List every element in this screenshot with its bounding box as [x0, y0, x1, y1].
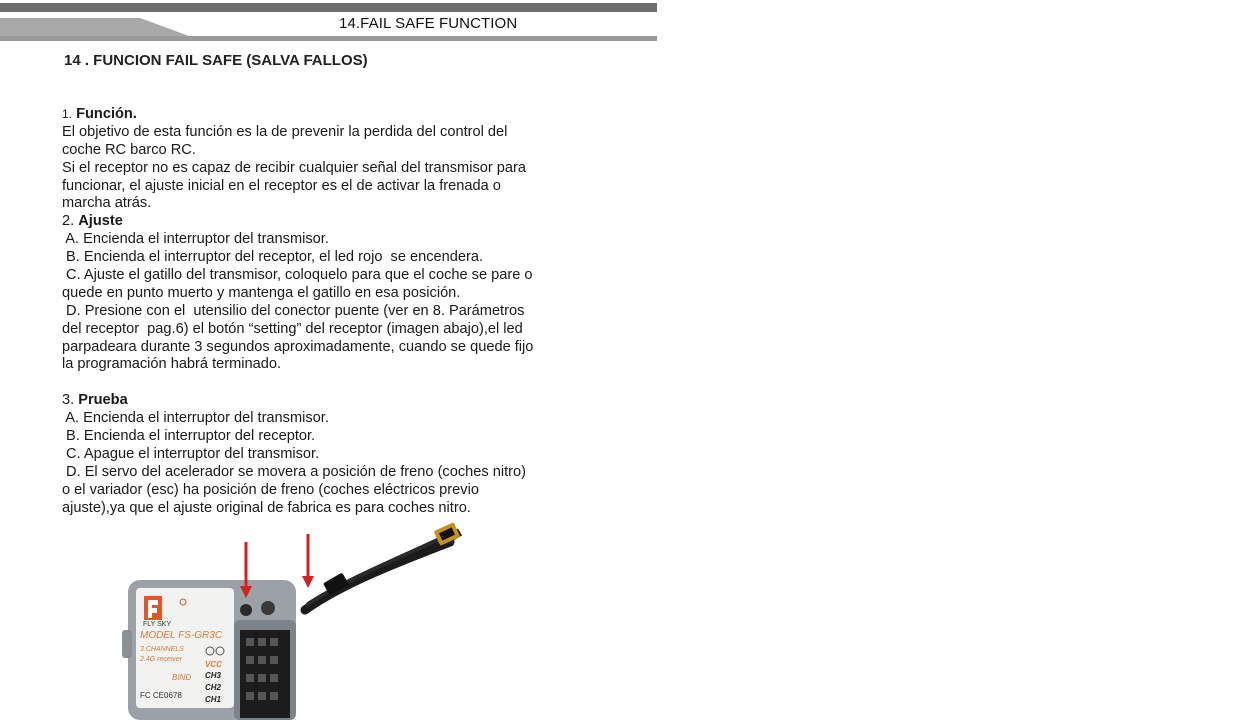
svg-text:MODEL FS-GR3C: MODEL FS-GR3C [140, 630, 223, 641]
header-bar-bottom [0, 36, 657, 41]
svg-text:3 CHANNELS: 3 CHANNELS [140, 646, 184, 653]
text-line: B. Encienda el interruptor del receptor. [62, 428, 316, 445]
text-line: coche RC barco RC. [62, 141, 196, 158]
receiver-illustration [100, 520, 480, 720]
svg-text:CH1: CH1 [205, 695, 222, 704]
text-line: la programación habrá terminado. [62, 356, 282, 373]
svg-text:VCC: VCC [205, 660, 222, 669]
text-line: D. El servo del acelerador se movera a posición de freno (coches nitro) [62, 463, 526, 480]
text-line: funcionar, el ajuste inicial en el receptor es el de activar la frenada o [62, 177, 501, 194]
funcion-heading: 1. Función. [62, 106, 137, 122]
text-line: Si el receptor no es capaz de recibir cualquier señal del transmisor para [62, 159, 526, 176]
svg-text:FC CE0678: FC CE0678 [140, 691, 182, 700]
text-line: C. Apague el interruptor del transmisor. [62, 445, 320, 462]
receiver-photo [100, 520, 480, 720]
section-title: 14 . FUNCION FAIL SAFE (SALVA FALLOS) [64, 52, 368, 69]
svg-text:FLY SKY: FLY SKY [143, 621, 172, 628]
ajuste-heading: 2. Ajuste [62, 213, 123, 230]
text-line: ajuste),ya que el ajuste original de fabrica es para coches nitro. [62, 499, 471, 516]
text-line: del receptor pag.6) el botón “setting” del receptor (imagen abajo),el led [62, 320, 523, 337]
text-line: A. Encienda el interruptor del transmisor. [62, 410, 329, 427]
svg-text:CH3: CH3 [205, 671, 222, 680]
header-bar-top [0, 3, 657, 12]
text-line: quede en punto muerto y mantenga el gatillo en esa posición. [62, 284, 461, 301]
text-line: A. Encienda el interruptor del transmisor. [62, 231, 329, 248]
prueba-heading: 3. Prueba [62, 392, 128, 409]
svg-text:BIND: BIND [172, 673, 192, 682]
text-line: El objetivo de esta función es la de prevenir la perdida del control del [62, 123, 508, 140]
text-line: D. Presione con el utensilio del conector puente (ver en 8. Parámetros [62, 302, 525, 319]
text-line: C. Ajuste el gatillo del transmisor, coloquelo para que el coche se pare o [62, 267, 533, 284]
text-line: parpadeara durante 3 segundos aproximadamente, cuando se quede fijo [62, 338, 534, 355]
text-line: marcha atrás. [62, 195, 152, 212]
body-text [62, 106, 592, 517]
svg-text:CH2: CH2 [205, 683, 222, 692]
text-line: B. Encienda el interruptor del receptor, el led rojo se encendera. [62, 249, 484, 266]
text-line: o el variador (esc) ha posición de freno (coches eléctricos previo [62, 481, 479, 498]
spacer [62, 374, 592, 392]
header-title: 14.FAIL SAFE FUNCTION [339, 15, 518, 32]
svg-text:2.4G receiver: 2.4G receiver [140, 656, 183, 663]
